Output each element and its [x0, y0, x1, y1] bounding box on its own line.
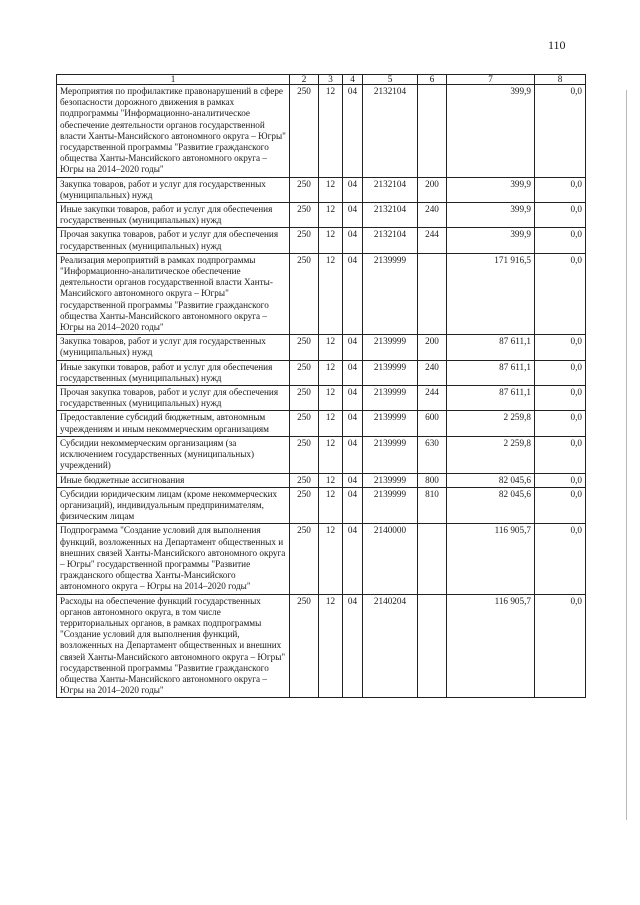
cell-subsection: 04	[343, 253, 363, 334]
table-row	[57, 386, 586, 411]
cell-subsection: 04	[343, 335, 363, 360]
cell-admin-code: 250	[290, 228, 319, 253]
cell-section: 12	[319, 386, 343, 411]
cell-amount-2: 0,0	[535, 524, 586, 594]
cell-expense-type	[418, 253, 447, 334]
cell-admin-code: 250	[290, 411, 319, 436]
col-header: 1	[57, 75, 290, 85]
cell-amount-2: 0,0	[535, 411, 586, 436]
row-description: Иные закупки товаров, работ и услуг для обеспечения государственных (муниципальных) нужд	[57, 360, 290, 385]
cell-amount: 2 259,8	[447, 436, 535, 473]
budget-table	[56, 74, 586, 698]
cell-amount-2: 0,0	[535, 177, 586, 202]
table-row	[57, 487, 586, 524]
cell-expense-type	[418, 594, 447, 698]
cell-subsection: 04	[343, 487, 363, 524]
scan-edge-line	[626, 90, 627, 820]
cell-amount-2: 0,0	[535, 335, 586, 360]
cell-subsection: 04	[343, 524, 363, 594]
col-header: 6	[418, 75, 447, 85]
cell-amount: 399,9	[447, 177, 535, 202]
cell-amount-2: 0,0	[535, 487, 586, 524]
col-header: 3	[319, 75, 343, 85]
table-row	[57, 436, 586, 473]
cell-expense-type: 810	[418, 487, 447, 524]
cell-target-article: 2140204	[363, 594, 418, 698]
cell-expense-type: 630	[418, 436, 447, 473]
cell-amount-2: 0,0	[535, 594, 586, 698]
row-description: Подпрограмма "Создание условий для выполнения функций, возложенных на Департамент общественных и внешних связей Ханты-Мансийского автономного округа – Югры" государственной программы "Развитие гражданского общества Ханты-Мансийского автономного округа – Югры на 2014–2020 годы"	[57, 524, 290, 594]
table-row	[57, 228, 586, 253]
cell-amount: 87 611,1	[447, 386, 535, 411]
cell-section: 12	[319, 473, 343, 487]
cell-expense-type: 200	[418, 335, 447, 360]
cell-amount-2: 0,0	[535, 203, 586, 228]
table-row	[57, 203, 586, 228]
cell-amount: 82 045,6	[447, 487, 535, 524]
cell-expense-type	[418, 85, 447, 178]
row-description: Мероприятия по профилактике правонарушений в сфере безопасности дорожного движения в рамках подпрограммы "Информационно-аналитическое обеспечение деятельности органов государственной власти Ханты-Мансийского автономного округа – Югры" государственной программы "Развитие гражданского общества Ханты-Мансийского автономного округа – Югры на 2014–2020 годы"	[57, 85, 290, 178]
cell-amount-2: 0,0	[535, 436, 586, 473]
table-row	[57, 360, 586, 385]
row-description: Расходы на обеспечение функций государственных органов автономного округа, в том числе территориальных органов, в рамках подпрограммы "Создание условий для выполнения функций, возложенных на Департамент общественных и внешних связей Ханты-Мансийского автономного округа – Югры" государственной программы "Развитие гражданского общества Ханты-Мансийского автономного округа – Югры на 2014–2020 годы"	[57, 594, 290, 698]
cell-amount: 116 905,7	[447, 524, 535, 594]
cell-target-article: 2139999	[363, 436, 418, 473]
table-row	[57, 473, 586, 487]
col-header: 2	[290, 75, 319, 85]
row-description: Субсидии юридическим лицам (кроме некоммерческих организаций), индивидуальным предпринимателям, физическим лицам	[57, 487, 290, 524]
cell-section: 12	[319, 360, 343, 385]
cell-subsection: 04	[343, 228, 363, 253]
cell-expense-type: 200	[418, 177, 447, 202]
cell-section: 12	[319, 487, 343, 524]
col-header: 7	[447, 75, 535, 85]
cell-admin-code: 250	[290, 524, 319, 594]
cell-admin-code: 250	[290, 487, 319, 524]
table-row	[57, 85, 586, 178]
cell-subsection: 04	[343, 411, 363, 436]
cell-target-article: 2139999	[363, 487, 418, 524]
table-row	[57, 253, 586, 334]
page-number: 110	[548, 38, 566, 52]
cell-expense-type: 600	[418, 411, 447, 436]
cell-admin-code: 250	[290, 386, 319, 411]
row-description: Реализация мероприятий в рамках подпрограммы "Информационно-аналитическое обеспечение деятельности органов государственной власти Ханты-Мансийского автономного округа – Югры" государственной программы "Развитие гражданского общества Ханты-Мансийского автономного округа – Югры на 2014–2020 годы"	[57, 253, 290, 334]
col-header: 4	[343, 75, 363, 85]
cell-target-article: 2139999	[363, 335, 418, 360]
cell-section: 12	[319, 203, 343, 228]
cell-expense-type: 240	[418, 360, 447, 385]
cell-target-article: 2132104	[363, 228, 418, 253]
cell-admin-code: 250	[290, 177, 319, 202]
cell-amount-2: 0,0	[535, 228, 586, 253]
row-description: Закупка товаров, работ и услуг для государственных (муниципальных) нужд	[57, 335, 290, 360]
cell-expense-type	[418, 524, 447, 594]
cell-section: 12	[319, 436, 343, 473]
cell-section: 12	[319, 594, 343, 698]
cell-subsection: 04	[343, 360, 363, 385]
cell-section: 12	[319, 85, 343, 178]
cell-target-article: 2132104	[363, 85, 418, 178]
cell-admin-code: 250	[290, 335, 319, 360]
table-row	[57, 524, 586, 594]
cell-admin-code: 250	[290, 203, 319, 228]
cell-expense-type: 800	[418, 473, 447, 487]
cell-section: 12	[319, 177, 343, 202]
cell-subsection: 04	[343, 473, 363, 487]
row-description: Иные закупки товаров, работ и услуг для обеспечения государственных (муниципальных) нужд	[57, 203, 290, 228]
cell-section: 12	[319, 228, 343, 253]
cell-amount: 171 916,5	[447, 253, 535, 334]
cell-target-article: 2139999	[363, 360, 418, 385]
row-description: Прочая закупка товаров, работ и услуг для обеспечения государственных (муниципальных) нужд	[57, 386, 290, 411]
cell-target-article: 2132104	[363, 177, 418, 202]
cell-amount: 399,9	[447, 203, 535, 228]
col-header: 8	[535, 75, 586, 85]
row-description: Предоставление субсидий бюджетным, автономным учреждениям и иным некоммерческим организациям	[57, 411, 290, 436]
cell-amount: 87 611,1	[447, 335, 535, 360]
cell-amount-2: 0,0	[535, 253, 586, 334]
cell-subsection: 04	[343, 436, 363, 473]
cell-subsection: 04	[343, 386, 363, 411]
cell-amount: 399,9	[447, 228, 535, 253]
col-header: 5	[363, 75, 418, 85]
cell-admin-code: 250	[290, 473, 319, 487]
row-description: Закупка товаров, работ и услуг для государственных (муниципальных) нужд	[57, 177, 290, 202]
cell-section: 12	[319, 524, 343, 594]
cell-expense-type: 244	[418, 228, 447, 253]
cell-amount-2: 0,0	[535, 386, 586, 411]
table-row	[57, 177, 586, 202]
row-description: Иные бюджетные ассигнования	[57, 473, 290, 487]
cell-target-article: 2140000	[363, 524, 418, 594]
cell-subsection: 04	[343, 594, 363, 698]
cell-admin-code: 250	[290, 360, 319, 385]
table-row	[57, 411, 586, 436]
cell-section: 12	[319, 335, 343, 360]
cell-target-article: 2139999	[363, 411, 418, 436]
cell-section: 12	[319, 253, 343, 334]
cell-amount: 82 045,6	[447, 473, 535, 487]
table-header-row	[57, 75, 586, 85]
cell-admin-code: 250	[290, 436, 319, 473]
cell-target-article: 2139999	[363, 386, 418, 411]
cell-admin-code: 250	[290, 594, 319, 698]
cell-expense-type: 240	[418, 203, 447, 228]
cell-amount-2: 0,0	[535, 85, 586, 178]
cell-subsection: 04	[343, 177, 363, 202]
cell-admin-code: 250	[290, 253, 319, 334]
table-row	[57, 335, 586, 360]
cell-amount: 399,9	[447, 85, 535, 178]
cell-admin-code: 250	[290, 85, 319, 178]
cell-amount: 87 611,1	[447, 360, 535, 385]
cell-amount-2: 0,0	[535, 360, 586, 385]
row-description: Прочая закупка товаров, работ и услуг для обеспечения государственных (муниципальных) нужд	[57, 228, 290, 253]
cell-amount-2: 0,0	[535, 473, 586, 487]
cell-subsection: 04	[343, 203, 363, 228]
table-row	[57, 594, 586, 698]
cell-target-article: 2139999	[363, 253, 418, 334]
cell-amount: 116 905,7	[447, 594, 535, 698]
cell-expense-type: 244	[418, 386, 447, 411]
cell-amount: 2 259,8	[447, 411, 535, 436]
cell-subsection: 04	[343, 85, 363, 178]
cell-target-article: 2132104	[363, 203, 418, 228]
row-description: Субсидии некоммерческим организациям (за исключением государственных (муниципальных) учреждений)	[57, 436, 290, 473]
cell-target-article: 2139999	[363, 473, 418, 487]
cell-section: 12	[319, 411, 343, 436]
